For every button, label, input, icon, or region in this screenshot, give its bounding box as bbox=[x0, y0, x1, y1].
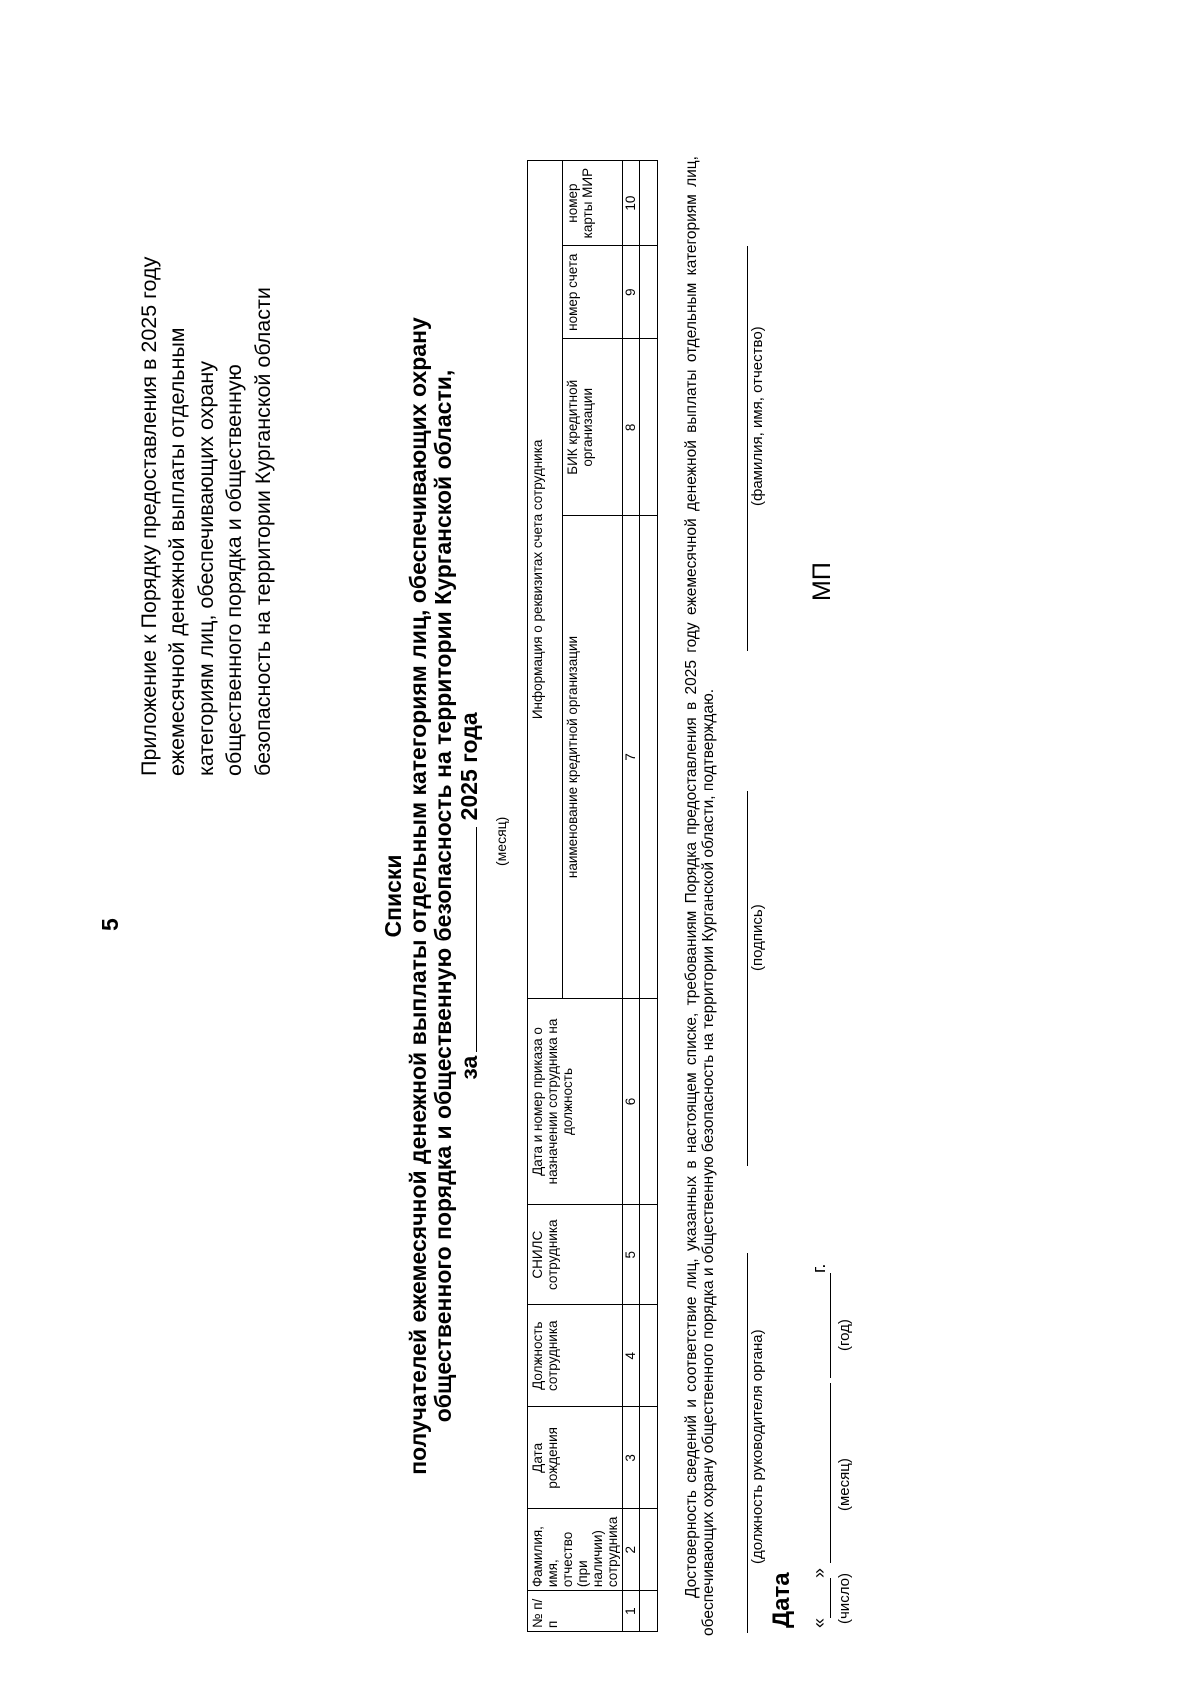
header-full-name: Фамилия, имя, отчество (при наличии) сотрудника bbox=[528, 1509, 623, 1591]
title-line-3: общественного порядка и общественную безопасность на территории Курганской области, bbox=[430, 369, 456, 1423]
table-cell bbox=[640, 1591, 658, 1632]
day-caption: (число) bbox=[836, 1573, 853, 1624]
period-suffix: 2025 года bbox=[456, 712, 482, 821]
date-fields bbox=[809, 1264, 831, 1628]
table-cell bbox=[640, 161, 658, 246]
full-name-caption: (фамилия, имя, отчество) bbox=[749, 326, 766, 506]
document-page bbox=[95, 156, 853, 1636]
title-line-2: получателей ежемесячной денежной выплаты отдельным категориям лиц, обеспечивающих охрану bbox=[405, 317, 431, 1475]
table-cell bbox=[640, 1407, 658, 1509]
column-number: 5 bbox=[623, 1205, 640, 1305]
year-suffix: г. bbox=[809, 1263, 829, 1273]
column-number: 8 bbox=[623, 339, 640, 516]
header-row bbox=[528, 161, 563, 1632]
confirmation-text: Достоверность сведений и соответствие лиц, указанных в настоящем списке, требованиям Порядка предоставления в 2025 году ежемесячной денежной выплаты отдельным категориям лиц, обеспечивающих охрану общественного порядка и общественную безопасность на территории Курганской области, подтверждаю. bbox=[683, 156, 717, 1636]
table-row bbox=[640, 161, 658, 1632]
header-number: № п/п bbox=[528, 1591, 623, 1632]
year-caption: (год) bbox=[836, 1319, 853, 1351]
column-number: 6 bbox=[623, 998, 640, 1205]
table-cell bbox=[640, 246, 658, 339]
page-number: 5 bbox=[97, 918, 123, 931]
appendix-line: безопасность на территории Курганской области bbox=[250, 287, 275, 776]
appendix-note bbox=[135, 146, 277, 776]
position-caption: (должность руководителя органа) bbox=[749, 1329, 766, 1564]
header-order: Дата и номер приказа о назначении сотрудника на должность bbox=[528, 998, 623, 1205]
period-prefix: за bbox=[456, 1055, 482, 1080]
table-cell bbox=[640, 339, 658, 516]
header-account-number: номер счета bbox=[562, 246, 622, 339]
column-number: 10 bbox=[623, 161, 640, 246]
column-number: 2 bbox=[623, 1509, 640, 1591]
day-blank bbox=[809, 1578, 831, 1618]
header-snils: СНИЛС сотрудника bbox=[528, 1205, 623, 1305]
close-quote: » bbox=[809, 1567, 829, 1578]
appendix-line: категориям лиц, обеспечивающих охрану bbox=[193, 361, 218, 776]
table-cell bbox=[640, 1509, 658, 1591]
document-title bbox=[380, 156, 482, 1636]
header-bik: БИК кредитной организации bbox=[562, 339, 622, 516]
date-label: Дата bbox=[768, 1572, 795, 1628]
appendix-line: ежемесячной денежной выплаты отдельным bbox=[165, 327, 190, 776]
column-number: 4 bbox=[623, 1305, 640, 1407]
signature-caption: (подпись) bbox=[749, 904, 766, 971]
open-quote: « bbox=[809, 1617, 829, 1628]
header-bank-name: наименование кредитной организации bbox=[562, 516, 622, 998]
table-cell bbox=[640, 1305, 658, 1407]
column-number: 3 bbox=[623, 1407, 640, 1509]
header-mir-card: номер карты МИР bbox=[562, 161, 622, 246]
header-birth-date: Дата рождения bbox=[528, 1407, 623, 1509]
position-line bbox=[747, 1253, 748, 1633]
column-number: 9 bbox=[623, 246, 640, 339]
header-account-group: Информация о реквизитах счета сотрудника bbox=[528, 161, 563, 999]
month-blank bbox=[458, 827, 477, 1052]
column-number-row bbox=[623, 161, 640, 1632]
month-blank bbox=[809, 1383, 831, 1563]
header-position: Должность сотрудника bbox=[528, 1305, 623, 1407]
row-number-cell: 1 bbox=[623, 1591, 640, 1632]
table-cell bbox=[640, 516, 658, 998]
stamp-place: МП bbox=[808, 562, 836, 601]
table-cell bbox=[640, 1205, 658, 1305]
column-number: 7 bbox=[623, 516, 640, 998]
recipients-table bbox=[527, 160, 658, 1632]
title-line-1: Списки bbox=[380, 854, 406, 938]
table-cell bbox=[640, 998, 658, 1205]
full-name-line bbox=[747, 246, 748, 651]
appendix-line: общественного порядка и общественную bbox=[222, 364, 247, 776]
title-period bbox=[456, 156, 482, 1636]
appendix-line: Приложение к Порядку предоставления в 2025 году bbox=[137, 256, 161, 776]
year-blank bbox=[809, 1273, 831, 1378]
signature-line bbox=[747, 791, 748, 1166]
month-caption-date: (месяц) bbox=[836, 1458, 853, 1511]
month-caption: (месяц) bbox=[493, 816, 509, 866]
